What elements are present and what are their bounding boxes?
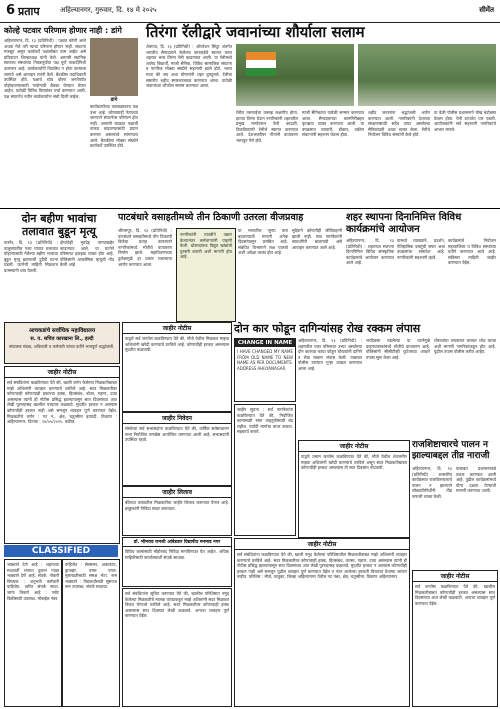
notice-center-mid: जाहीर निवेदन संस्थेच्या सर्व सभासदांना कळविण्यात येते की, वार्षिक सर्वसाधारण सभा नियोजित तारखेस आयोजित करण्यात आली आहे. सभासदांनी उपस्थित रहावे. bbox=[122, 412, 232, 486]
article-body-car-theft-2: भरदिवसा घडलेल्या या घटनेमुळे वाहनचालकांमध्ये भीतीचे वातावरण आहे. पोलिसांनी सीसीटीव्ही फुटेजच्या आधारे तपास सुरू केला आहे. bbox=[366, 338, 430, 360]
headline-top-main: तिरंगा रॅलीद्वारे जवानांच्या शौर्याला सलाम bbox=[146, 23, 365, 41]
dateline: अहिल्यानगर, गुरुवार, दि. १४ मे २०२५ bbox=[60, 6, 157, 14]
change-in-name-title: CHANGE IN NAME bbox=[235, 339, 295, 347]
sidebar-box: नागरिकांनी तातडीने तक्रार केल्यानंतर कर्मचाऱ्यांनी पाहणी केली. धोकादायक विद्युत खांबांची दुरुस्ती करावी अशी मागणी होत आहे. bbox=[176, 228, 236, 322]
headline-car-theft: दोन कार फोडून दागिन्यांसह रोख रक्कम लंपास bbox=[234, 322, 421, 335]
article-body-right-lower-2: याबाबत प्रशासनाकडे तक्रार करण्यात आली आहे. पुढील कार्यक्रमांमध्ये योग्य दक्षता घेण्याची मागणी करण्यात आली. bbox=[456, 466, 496, 494]
classified-col-1: भाड्याने देणे आहे : शहराच्या मध्यवर्ती भागात दुकान गाळा भाड्याने देणे आहे. संपर्क. नोकरी विषयक : अनुभवी कर्मचारी पाहिजेत. त्वरित संपर्क साधा. जागा विकणे आहे : प्लॉट विक्रीसाठी उपलब्ध. मोबाईल नंबर. bbox=[4, 559, 62, 707]
classified-banner: CLASSIFIED bbox=[4, 545, 118, 557]
shradhanjali-box: आचकडांचे सर्वाधिक महाविद्यालय स. व. सचिव कारखाना लि., हल्दी संचालक मंडळ, अधिकारी व कर्मचारी यांच्या वतीने भावपूर्ण श्रद्धांजली. bbox=[4, 322, 120, 364]
rally-crowd-photo bbox=[358, 44, 496, 106]
headline-mid-center: पाटबंधारे वसाहतीमध्ये तीन ठिकाणी उतरला वीजप्रवाह bbox=[118, 212, 304, 223]
article-body-mid-right-3: कार्यक्रमांचे नियोजन महापालिका व विविध संस्थांच्या वतीने करण्यात आले आहे. सविस्तर माहिती जाहीर करण्यात येईल. bbox=[448, 238, 496, 266]
change-in-name-box: CHANGE IN NAME I HAVE CHANGED MY NAME FROM OLD NAME TO NEW NAME AS PER DOCUMENTS. ADDRESS AHILYANAGAR. bbox=[234, 338, 296, 402]
flag-stripe-white bbox=[246, 60, 276, 68]
article-body-top-main-2: रॅलीत तरुणाईचा उत्साह लक्षणीय होता. हातात तिरंगा घेऊन नागरिकांनी शहरातील प्रमुख मार्गांवरून फेरी काढली. ठिकठिकाणी रॅलीचे स्वागत करण्यात आले. देशभक्तीपर गीतांनी वातावरण भारावून गेले होते. bbox=[236, 110, 298, 143]
headline-top-left: कोल्हे पटवार परिणाम होणार नाही : डांगे bbox=[4, 26, 122, 35]
notice-center-top: जाहीर नोटीस याद्वारे सर्व जनतेस कळविण्यात येते की, मौजे येथील मिळकत माझ्या अशिलांनी खरेदी करण्याचे ठरविले आहे. कोणाचीही हरकत असल्यास मुदतीत कळवावी. bbox=[122, 322, 232, 412]
section-label: सीमेंत bbox=[479, 6, 494, 14]
auction-title: जाहीर लिलाव bbox=[123, 487, 231, 498]
notice-lower-2: जाहीर नोटीस याद्वारे तमाम जनतेस कळविण्यात येते की, मौजे येथील शेतजमीन माझ्या अशिलांनी खरेदी करण्याचे ठरविले असून सदर मिळकतीबाबत कोणाचीही हरकत असल्यास ती सात दिवसांत नोंदवावी. bbox=[298, 440, 410, 538]
page-number: 6 bbox=[6, 3, 16, 18]
flag-stripe-saffron bbox=[246, 52, 276, 60]
notice-center-bottom: सर्व संबंधितांना सूचित करण्यात येते की, खालील परिशिष्टात नमूद केलेल्या मिळकतीचे मालक यांच्याकडून माझे अशिलांनी सदर मिळकत विकत घेण्याचे ठरविले आहे. सदर मिळकतीवर कोणाचाही हक्क असल्यास सात दिवसात लेखी कळवावे. अन्यथा व्यवहार पूर्ण करण्यात येईल. bbox=[122, 588, 232, 707]
notice-lower-1: जाहीर सूचना : सर्व नागरिकांना कळविण्यात येते की, नियोजित कामासाठी रस्ता वाहतुकीसाठी बंद राहील. पर्यायी मार्गाचा वापर करावा. सहकार्य करावे. bbox=[234, 404, 296, 536]
page-header bbox=[0, 0, 500, 23]
article-body-top-left-2: कार्यकर्त्यांच्या पाठबळावरच पक्ष उभा आहे. कोणत्याही नेत्याच्या जाण्याने संघटनेवर परिणाम होत नाही. आगामी काळात पक्षाची ताकद वाढवण्यासाठी प्रयत्न करणार असल्याचे सांगण्यात आले. बैठकीला मोठ्या संख्येने कार्यकर्ते उपस्थित होते. bbox=[90, 104, 138, 149]
article-body-right-lower-1: अहिल्यानगर, दि. १३ (प्रतिनिधी) : शासकीय कार्यक्रमात राजशिष्टाचाराचे पालन न झाल्याने लोकप्रतिनिधींनी तीव्र नाराजी व्यक्त केली. bbox=[412, 466, 452, 499]
notice-left-title: जाहीर नोटीस bbox=[5, 367, 119, 378]
headline-mid-right: शहर स्थापना दिनानिमित्त विविध कार्यक्रमांचे आयोजन bbox=[346, 212, 462, 235]
classified-col-2: पाहिजेत : सेल्समन, अकाउंटंट, ड्रायव्हर. उत्तम पगार. मुलाखतीसाठी समक्ष भेटा. रूम भाड्याने : विद्यार्थ्यांसाठी सुसज्ज रूम उपलब्ध. संपर्क साधावा. bbox=[62, 559, 120, 707]
notice-right-bottom: जाहीर नोटीस सर्व जनतेस कळविण्यात येते की, खालील मिळकतीबाबत कोणाचीही हरकत असल्यास सात दिवसांच्या आत लेखी कळवावी. अन्यथा व्यवहार पूर्ण करण्यात येईल. bbox=[412, 570, 498, 707]
notice-center-mid-title: जाहीर निवेदन bbox=[123, 413, 231, 424]
article-body-mid-center-3: सुदैवाने कोणतीही जीवितहानी झाली नाही. मात्र नागरिकांनी सावधगिरी बाळगावी असे आवाहन करण्यात आले आहे. bbox=[292, 228, 342, 250]
article-body-car-theft-1: अहिल्यानगर, दि. १३ (प्रतिनिधी) : शहरातील एका परिसरात उभ्या असलेल्या दोन कारच्या काचा फोडून चोरट्यांनी दागिने व रोख रक्कम लंपास केली. याबाबत पोलीस ठाण्यात गुन्हा दाखल करण्यात आला आहे. bbox=[298, 338, 362, 371]
headline-mid-left: दोन बहीण भावांचा तलावात बुडून मृत्यू bbox=[21, 212, 97, 238]
article-body-mid-right-1: अहिल्यानगर, दि. १३ (प्रतिनिधी) : शहराच्या स्थापना दिनानिमित्त विविध सांस्कृतिक कार्यक्रमांचे आयोजन करण्यात आले आहे. bbox=[346, 238, 394, 266]
headline-right-lower: राजशिष्टाचारचे पालन न झाल्याबद्दल तीव्र नाराजी bbox=[412, 440, 490, 461]
person-photo-caption: डांगे bbox=[110, 97, 118, 103]
article-body-mid-center-1: श्रीरामपूर, दि. १३ (प्रतिनिधी) : पाटबंधारे वसाहतीमध्ये तीन ठिकाणी विजेचा प्रवाह उतरल्याने नागरिकांमध्ये भीतीचे वातावरण निर्माण झाले. महावितरणच्या दुर्लक्षामुळे हा प्रकार घडल्याचा आरोप करण्यात आला. bbox=[118, 228, 172, 267]
person-photo bbox=[90, 38, 138, 96]
article-body-top-main-1: शेवगाव, दि. १३ (प्रतिनिधी) : ऑपरेशन सिंदूर अंतर्गत भारतीय सैन्यदलाने केलेल्या कारवाईचे स्वागत करत शहरात भव्य तिरंगा रॅली काढण्यात आली. या रॅलीमध्ये शालेय विद्यार्थी, माजी सैनिक, विविध सामाजिक संघटना व नागरिक मोठ्या संख्येने सहभागी झाले होते. भारत माता की जय अशा घोषणांनी शहर दुमदुमले. रॅलीचा समारोप शहीद स्मारकाजवळ करण्यात आला. यावेळी जवानांच्या शौर्याला सलाम करण्यात आला. bbox=[146, 44, 232, 89]
article-body-top-main-4: शहीद जवानांना श्रद्धांजली अर्पण करण्यात आली. नागरिकांनी देशाच्या संरक्षणासाठी सदैव तत्पर असलेल्या सैनिकांप्रती आदर व्यक्त केला. रॅलीचे नियोजन विविध संस्थांनी केले होते. bbox=[368, 110, 430, 138]
notice-lower-3: जाहीर नोटीस सर्व संबंधितांना कळविण्यात येते की, खाली नमूद केलेल्या परिशिष्टातील मिळकतीबाबत माझे अशिलांनी व्यवहार करण्याचे ठरविले आहे. सदर मिळकतीवर कोणाचाही हक्क, हितसंबंध, वारसा, गहाण, दावा असल्यास त्यांनी ही नोटीस प्रसिद्ध झाल्यापासून सात दिवसांच्या आत लेखी पुराव्यासह कळवावे. मुदतीत हरकत न आल्यास कोणाचीही हरकत नाही असे समजून पुढील व्यवहार पूर्ण करण्यात येईल व नंतर आलेल्या हरकती विचारात घेतल्या जाणार नाहीत. परिशिष्ट : मौजे, तालुका, जिल्हा अहिल्यानगर येथील गट नंबर, क्षेत्र, चतुःसीमा. ठिकाण अहिल्यानगर. bbox=[234, 538, 410, 707]
divider-rule bbox=[0, 208, 500, 209]
article-body-top-main-5: या वेळी पोलीस प्रशासनाने चोख बंदोबस्त ठेवला होता. रॅली शांततेत पार पडली. आयोजकांनी सर्व सहभागी नागरिकांचे आभार मानले. bbox=[434, 110, 496, 132]
auction-notice: जाहीर लिलाव बँकेच्या ताब्यातील मिळकतीचा जाहीर लिलाव करण्यात येणार आहे. इच्छुकांनी निविदा सादर कराव्यात. bbox=[122, 486, 232, 536]
article-body-top-main-3: माजी सैनिकांचा यावेळी सन्मान करण्यात आला. सैन्यदलाच्या कामगिरीबद्दल कृतज्ञता व्यक्त करण्यात आली. या उपक्रमात व्यापारी, डॉक्टर, वकील संघटनांनी सहभाग घेतला होता. bbox=[302, 110, 364, 138]
shradhanjali-sub: स. व. सचिव कारखाना लि., हल्दी bbox=[30, 336, 94, 342]
tender-title: डॉ. भीमराव रामजी आंबेडकर विद्यापीठ मनमाड नगर bbox=[123, 538, 231, 547]
article-body-mid-right-2: यामध्ये व्याख्याने, प्रदर्शन, ऐतिहासिक वास्तूंची सफर अशा उपक्रमांचा समावेश आहे. नागरिकांनी सहभागी व्हावे. bbox=[397, 238, 445, 260]
article-body-mid-center-2: या भागातील जुन्या तारा बदलण्याची मागणी अनेक दिवसांपासून प्रलंबित आहे. संबंधित विभागाने लक्ष घालावे अशी अपेक्षा व्यक्त होत आहे. bbox=[238, 228, 288, 256]
article-body-top-left: अहिल्यानगर, दि. १३ (प्रतिनिधी) : पक्षात कोणी आले अथवा गेले तरी त्याचा परिणाम होणार नाही. संघटना मजबूत असून कार्यकर्ते पक्षासोबत ठाम आहेत असे प्रतिपादन जिल्हाध्यक्ष यांनी केले. आगामी स्थानिक स्वराज्य संस्थांच्या निवडणुकीत पक्ष पूर्ण ताकदीनिशी उतरणार आहे. कार्यकर्त्यांनी विचलित न होता कामाला लागावे असे आवाहन त्यांनी केले. बैठकीस पदाधिकारी उपस्थित होते. पक्षाचे ध्येय धोरण जनतेपर्यंत पोहोचवण्यासाठी गावोगावी बैठका घेण्यात येणार आहेत. यावेळी विविध विषयांवर चर्चा करण्यात आली. पक्ष संघटनेत नवीन कार्यकर्त्यांना संधी दिली जाईल. bbox=[4, 38, 86, 99]
article-body-mid-left-2: दोघांचेही मृतदेह पाण्याबाहेर काढण्यात आले. या घटनेने परिसरात हळहळ व्यक्त होत आहे. पोलिसांनी आकस्मिक मृत्यूची नोंद केली आहे. bbox=[60, 240, 114, 268]
tiranga-rally-photo bbox=[236, 44, 354, 106]
flag-stripe-green bbox=[246, 68, 276, 76]
notice-center-top-title: जाहीर नोटीस bbox=[123, 323, 231, 334]
notice-left: जाहीर नोटीस सर्व संबंधितांना कळविण्यात येते की, खाली वर्णन केलेल्या मिळकतीबाबत माझे अशिलांनी व्यवहार करण्याचे ठरविले आहे. सदर मिळकतीवर कोणाचाही कोणत्याही प्रकारचा हक्क, हितसंबंध, बोजा, गहाण, दावा असल्यास त्यांनी ही नोटीस प्रसिद्ध झाल्यापासून सात दिवसांच्या आत लेखी पुराव्यासह खालील पत्त्यावर कळवावे. मुदतीत हरकत न आल्यास कोणाचीही हरकत नाही असे समजून व्यवहार पूर्ण करण्यात येईल. मिळकतीचे वर्णन : गट नं., क्षेत्र, चतुःसीमा इत्यादी. ठिकाण : अहिल्यानगर. दिनांक : १४/०५/२०२५. वकील. bbox=[4, 366, 120, 544]
shradhanjali-title: आचकडांचे सर्वाधिक महाविद्यालय bbox=[28, 328, 96, 334]
masthead: प्रताप bbox=[18, 5, 40, 18]
article-body-mid-left-1: पारनेर, दि. १३ (प्रतिनिधी) : तालुक्यातील एका गावात तलावात पोहण्यासाठी गेलेल्या बहीण भावाचा बुडून मृत्यू झाल्याची दुर्दैवी घटना घडली. घटनेची माहिती मिळताच ग्रामस्थांनी धाव घेतली. bbox=[4, 240, 58, 273]
article-body-car-theft-3: चोरट्यांचा लवकरात लवकर शोध घ्यावा अशी मागणी नागरिकांकडून होत आहे. पुढील तपास पोलीस करीत आहेत. bbox=[434, 338, 496, 355]
tender-notice: डॉ. भीमराव रामजी आंबेडकर विद्यापीठ मनमाड नगर विविध कामांसाठी मोहोरबंद निविदा मागविण्यात येत आहेत. अधिक माहितीसाठी कार्यालयाशी संपर्क साधावा. bbox=[122, 537, 232, 587]
